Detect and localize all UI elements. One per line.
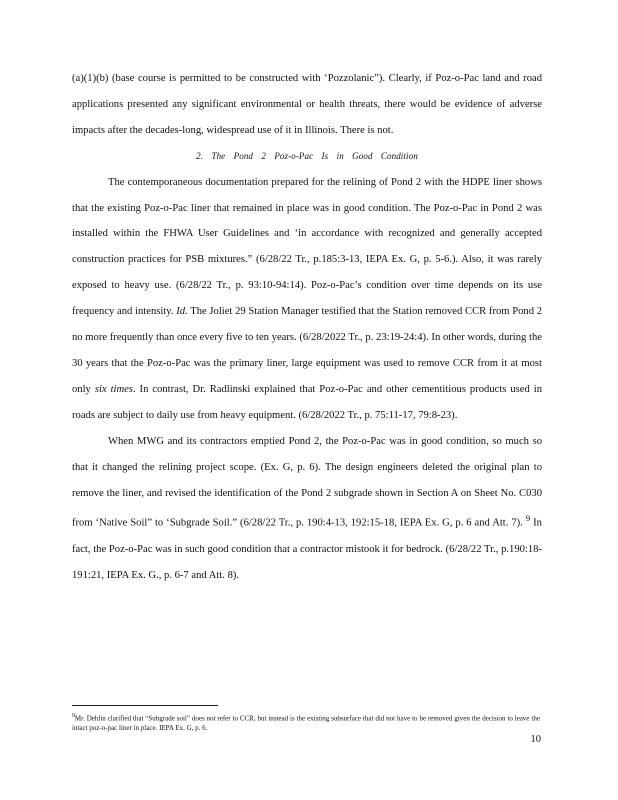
paragraph-2-text-end: . In contrast, Dr. Radlinski explained that Poz-o-Pac and other cementitious products used in roads are subject to daily use from heavy equipment. (6/28/2022 Tr., p. 75:11-17, 79:8-23).	[72, 383, 543, 421]
paragraph-3-text-end: In fact, the Poz-o-Pac was in such good condition that a contractor mistook it for bedrock. (6/28/22 Tr., p.190:18-191:21, IEPA Ex. G., p. 6-7 and Att. 8).	[72, 517, 542, 581]
footnote-reference[interactable]: 9	[525, 513, 531, 524]
paragraph-relining	[72, 429, 542, 589]
footnote-mark: 9	[72, 713, 75, 719]
paragraph-2-text-continued: The Joliet 29 Station Manager testified that the Station removed CCR from Pond 2 no more frequently than once every five to ten years. (6/28/2022 Tr., p. 23:19-24:4). In other words, during the 30 years that the Poz-o-Pac was the primary liner, large equipment was used to remove CCR from it at most only	[72, 306, 542, 395]
section-heading: 2. The Pond 2 Poz-o-Pac Is in Good Condition	[196, 150, 418, 161]
body-text	[72, 66, 542, 589]
paragraph-3-text: When MWG and its contractors emptied Pond 2, the Poz-o-Pac was in good condition, so much so that it changed the relining project scope. (Ex. G, p. 6). The design engineers deleted the original plan to remove the liner, and revised the identification of the Pond 2 subgrade shown in Section A on Sheet No. C030 from ‘Native Soil” to ‘Subgrade Soil.” (6/28/22 Tr., p. 190:4-13, 192:15-18, IEPA Ex. G, p. 6 and Att. 7).	[72, 435, 542, 529]
continued-paragraph: (a)(1)(b) (base course is permitted to be constructed with ‘Pozzolanic”). Clearly, if Poz-o-Pac land and road applications presented any significant environmental or health threats, there would be evidence of adverse impacts after the decades-long, widespread use of it in Illinois. There is not.	[72, 73, 542, 136]
six-times-emphasis: six times	[94, 383, 133, 395]
footnote-divider	[72, 705, 218, 706]
footnote-text: Mr. Dehlin clarified that “Subgrade soil” does not refer to CCR, but instead is the existing subsurface that did not have to be removed given the decision to leave the intact poz-o-pac liner in place. IEPA Ex. G, p. 6.	[72, 714, 540, 733]
page-number: 10	[530, 734, 541, 745]
paragraph-pond-condition	[72, 170, 542, 429]
id-citation: Id.	[176, 306, 188, 318]
footnote	[72, 711, 540, 733]
paragraph-2-text: The contemporaneous documentation prepared for the relining of Pond 2 with the HDPE liner shows that the existing Poz-o-Pac liner that remained in place was in good condition. The Poz-o-Pac in Pond 2 was installed within the FHWA User Guidelines and ‘in accordance with recognized and generally accepted construction practices for PSB mixtures.” (6/28/22 Tr., p.185:3-13, IEPA Ex. G, p. 5-6.). Also, it was rarely exposed to heavy use. (6/28/22 Tr., p. 93:10-94:14). Poz-o-Pac’s condition over time depends on its use frequency and intensity.	[72, 176, 542, 318]
